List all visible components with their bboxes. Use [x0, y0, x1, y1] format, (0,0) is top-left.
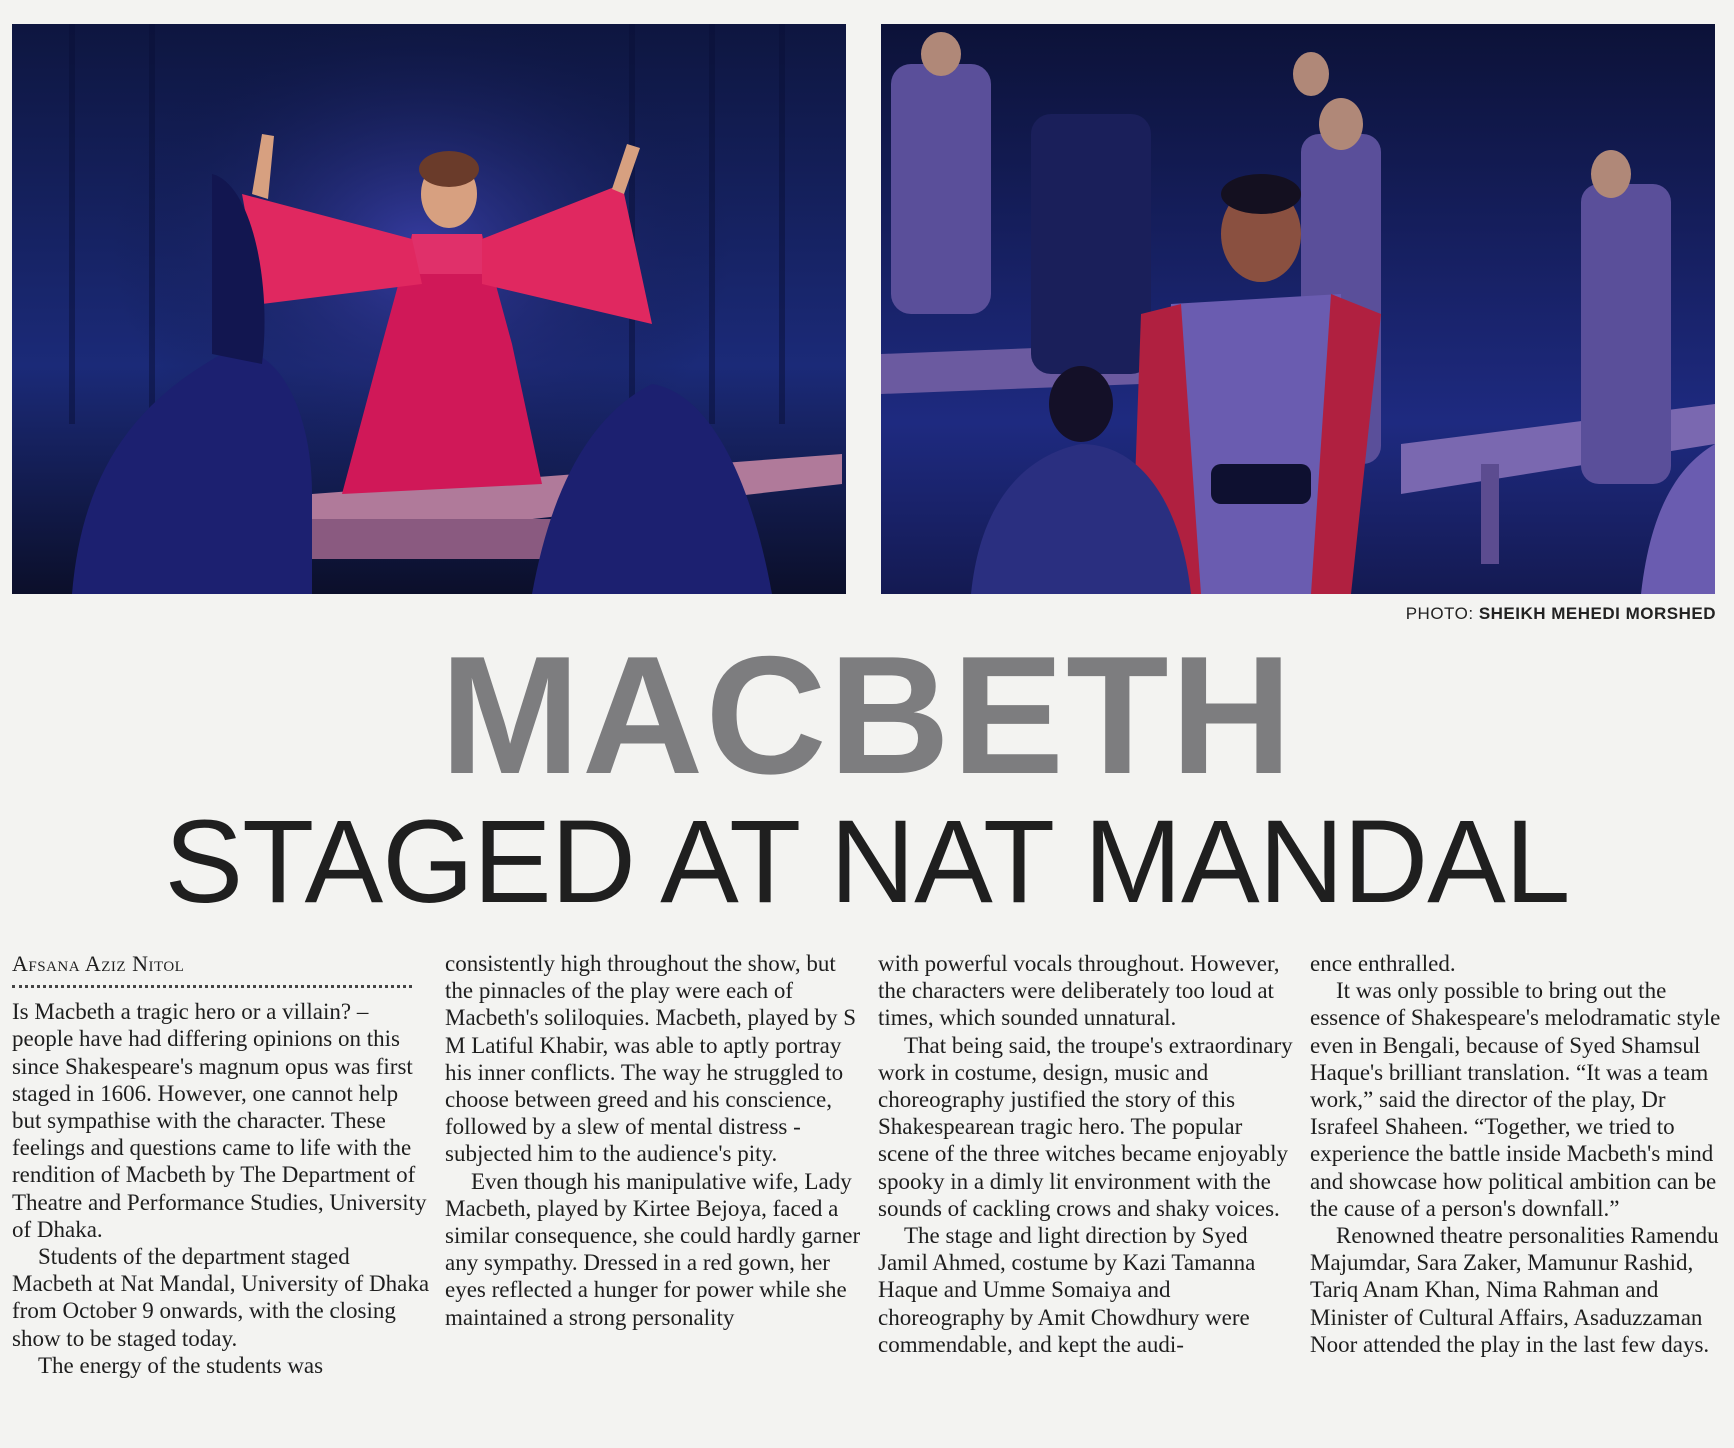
paragraph: The stage and light direction by Syed Jamil Ahmed, costume by Kazi Tamanna Haque and Umme Somaiya and choreography by Amit Chowdhury were commendable, and kept the audi-	[878, 1223, 1256, 1357]
paragraph: The energy of the students was	[38, 1352, 324, 1378]
paragraph: with powerful vocals throughout. However, the characters were deliberately too loud at times, which sounded unnatural.	[878, 951, 1280, 1031]
article-column-1	[12, 950, 432, 1379]
photo-credit-label: PHOTO:	[1405, 604, 1474, 623]
article-column-4	[1310, 950, 1730, 1358]
photo-macbeth	[881, 24, 1715, 594]
paragraph: Renowned theatre personalities Ramendu Majumdar, Sara Zaker, Mamunur Rashid, Tariq Anam Khan, Nima Rahman and Minister of Cultural Affairs, Asaduzzaman Noor attended the play in the last few days.	[1310, 1223, 1719, 1357]
byline: Afsana Aziz Nitol	[12, 950, 412, 988]
paragraph: That being said, the troupe's extraordinary work in costume, design, music and choreography justified the story of this Shakespearean tragic hero. The popular scene of the three witches became enjoyably spooky in a dimly lit environment with the sounds of cackling crows and shaky voices.	[878, 1032, 1293, 1221]
paragraph: Is Macbeth a tragic hero or a villain? – people have had differing opinions on this since Shakespeare's magnum opus was first staged in 1606. However, one cannot help but sympathise with the character. These feelings and questions came to life with the rendition of Macbeth by The Department of Theatre and Performance Studies, University of Dhaka.	[12, 999, 427, 1242]
paragraph: ence enthralled.	[1310, 951, 1456, 976]
photo-credit-name: SHEIKH MEHEDI MORSHED	[1478, 604, 1716, 623]
headline: MACBETH	[440, 621, 1294, 809]
paragraph: Even though his manipulative wife, Lady Macbeth, played by Kirtee Bejoya, faced a similar consequence, she could hardly garner any sympathy. Dressed in a red gown, her eyes reflected a hunger for power while she maintained a strong personality	[445, 1168, 861, 1330]
article-column-2	[445, 950, 865, 1331]
photo-lady-macbeth	[12, 24, 846, 594]
subheadline: STAGED AT NAT MANDAL	[164, 796, 1570, 928]
paragraph: Students of the department staged Macbeth at Nat Mandal, University of Dhaka from October 9 onwards, with the closing show to be staged today.	[12, 1244, 430, 1351]
paragraph: consistently high throughout the show, but the pinnacles of the play were each of Macbeth's soliloquies. Macbeth, played by S M Latiful Khabir, was able to aptly portray his inner conflicts. The way he struggled to choose between greed and his conscience, followed by a slew of mental distress - subjected him to the audience's pity.	[445, 951, 857, 1167]
paragraph: It was only possible to bring out the essence of Shakespeare's melodramatic style even in Bengali, because of Syed Shamsul Haque's brilliant translation. “It was a team work,” said the director of the play, Dr Israfeel Shaheen. “Together, we tried to experience the battle inside Macbeth's mind and showcase how political ambition can be the cause of a person's downfall.”	[1310, 978, 1721, 1221]
stage-scene-right	[881, 24, 1715, 594]
stage-scene-left	[12, 24, 846, 594]
article-column-3	[878, 950, 1298, 1358]
